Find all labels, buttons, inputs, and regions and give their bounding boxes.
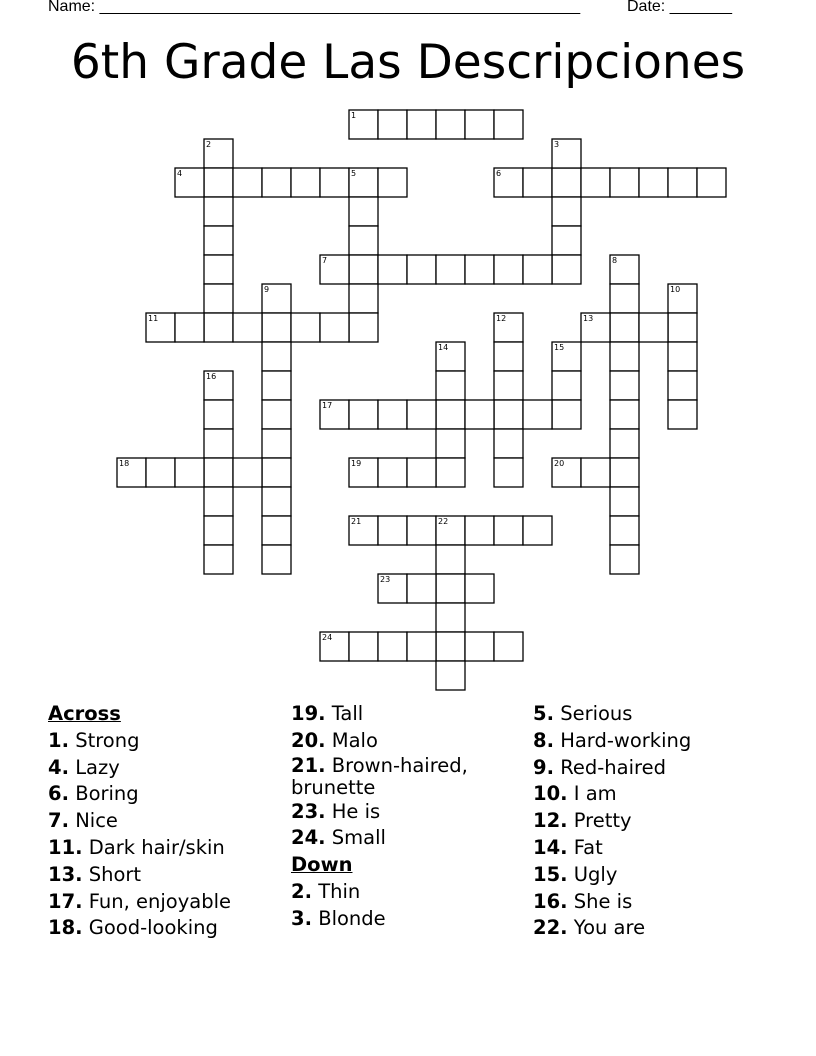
clue-number: 1. bbox=[48, 728, 69, 752]
grid-cell[interactable] bbox=[494, 371, 523, 400]
clue-number: 6. bbox=[48, 782, 69, 806]
grid-cell[interactable] bbox=[204, 429, 233, 458]
grid-number: 2 bbox=[206, 140, 212, 149]
clue-text: She is bbox=[573, 889, 633, 913]
clue-number: 5. bbox=[533, 702, 554, 725]
clue-item bbox=[533, 808, 773, 835]
clue-text: He is bbox=[331, 799, 381, 823]
clue-item bbox=[291, 728, 526, 755]
grid-cell[interactable] bbox=[204, 284, 233, 313]
clue-text: Brown-haired, brunette bbox=[291, 753, 468, 799]
grid-cell[interactable] bbox=[436, 574, 465, 603]
grid-cell[interactable] bbox=[436, 458, 465, 487]
name-field: Name: ______________________________________________________ bbox=[48, 0, 581, 15]
clue-text: I am bbox=[573, 782, 617, 806]
grid-number: 7 bbox=[322, 256, 328, 265]
grid-cell[interactable] bbox=[262, 545, 291, 574]
grid-cell[interactable] bbox=[465, 574, 494, 603]
grid-cell[interactable] bbox=[668, 400, 697, 429]
clue-text: Blonde bbox=[318, 906, 386, 930]
grid-cell[interactable] bbox=[320, 313, 349, 342]
grid-cell[interactable] bbox=[233, 168, 262, 197]
clue-number: 21. bbox=[291, 753, 326, 777]
grid-cell[interactable] bbox=[523, 255, 552, 284]
grid-number: 24 bbox=[322, 633, 333, 642]
grid-cell[interactable] bbox=[291, 168, 320, 197]
clue-item bbox=[291, 799, 526, 826]
clue-item bbox=[533, 835, 773, 862]
clue-item bbox=[48, 728, 283, 755]
clue-number: 4. bbox=[48, 755, 69, 779]
grid-number: 5 bbox=[351, 169, 357, 178]
clue-text: Fun, enjoyable bbox=[88, 889, 232, 913]
grid-cell[interactable] bbox=[262, 168, 291, 197]
grid-number: 12 bbox=[496, 314, 507, 323]
grid-number: 8 bbox=[612, 256, 618, 265]
clue-text: Nice bbox=[75, 809, 118, 833]
grid-cell[interactable] bbox=[523, 516, 552, 545]
grid-cell[interactable] bbox=[204, 516, 233, 545]
grid-cell[interactable] bbox=[204, 168, 233, 197]
clue-item bbox=[48, 835, 283, 862]
grid-cell[interactable] bbox=[668, 313, 697, 342]
grid-cell[interactable] bbox=[610, 313, 639, 342]
grid-cell[interactable] bbox=[465, 110, 494, 139]
grid-cell[interactable] bbox=[668, 168, 697, 197]
clue-text: Tall bbox=[331, 702, 364, 725]
grid-number: 14 bbox=[438, 343, 449, 352]
grid-cell[interactable] bbox=[436, 632, 465, 661]
grid-cell[interactable] bbox=[436, 429, 465, 458]
grid-cell[interactable] bbox=[204, 487, 233, 516]
clue-item bbox=[533, 728, 773, 755]
clue-text: You are bbox=[573, 916, 646, 940]
grid-cell[interactable] bbox=[204, 400, 233, 429]
grid-cell[interactable] bbox=[436, 603, 465, 632]
grid-cell[interactable] bbox=[349, 226, 378, 255]
grid-cell[interactable] bbox=[436, 110, 465, 139]
clue-text: Malo bbox=[331, 728, 378, 752]
grid-cell[interactable] bbox=[146, 458, 175, 487]
clue-text: Serious bbox=[560, 702, 633, 725]
grid-cell[interactable] bbox=[552, 371, 581, 400]
grid-cell[interactable] bbox=[610, 400, 639, 429]
clue-text: Small bbox=[331, 826, 386, 850]
clue-text: Red-haired bbox=[560, 755, 666, 779]
across-heading: Across bbox=[48, 702, 121, 725]
grid-number: 10 bbox=[670, 285, 681, 294]
clue-number: 15. bbox=[533, 862, 568, 886]
clue-item bbox=[533, 862, 773, 889]
grid-cell[interactable] bbox=[320, 168, 349, 197]
grid-cell[interactable] bbox=[262, 342, 291, 371]
clue-item bbox=[291, 879, 526, 906]
clue-item bbox=[533, 755, 773, 782]
clue-text: Strong bbox=[75, 728, 140, 752]
grid-number: 9 bbox=[264, 285, 270, 294]
clue-text: Pretty bbox=[573, 809, 632, 833]
clue-number: 19. bbox=[291, 702, 326, 725]
grid-cell[interactable] bbox=[204, 255, 233, 284]
grid-cell[interactable] bbox=[262, 313, 291, 342]
clue-number: 10. bbox=[533, 782, 568, 806]
grid-number: 19 bbox=[351, 459, 362, 468]
clue-number: 8. bbox=[533, 728, 554, 752]
grid-cell[interactable] bbox=[610, 342, 639, 371]
clue-text: Ugly bbox=[573, 862, 618, 886]
clue-item bbox=[291, 906, 526, 933]
down-heading: Down bbox=[291, 853, 353, 877]
grid-cell[interactable] bbox=[523, 168, 552, 197]
grid-cell[interactable] bbox=[407, 110, 436, 139]
clue-item bbox=[533, 889, 773, 916]
clue-text: Boring bbox=[75, 782, 139, 806]
grid-cell[interactable] bbox=[494, 110, 523, 139]
grid-cell[interactable] bbox=[610, 429, 639, 458]
clue-item bbox=[48, 808, 283, 835]
grid-cell[interactable] bbox=[407, 400, 436, 429]
grid-cell[interactable] bbox=[494, 632, 523, 661]
grid-cell[interactable] bbox=[639, 313, 668, 342]
clue-item bbox=[533, 781, 773, 808]
clue-number: 20. bbox=[291, 728, 326, 752]
clue-number: 18. bbox=[48, 916, 83, 940]
clue-item bbox=[48, 889, 283, 916]
grid-cell[interactable] bbox=[610, 487, 639, 516]
clue-text: Fat bbox=[573, 835, 603, 859]
grid-cell[interactable] bbox=[407, 516, 436, 545]
clue-text: Hard-working bbox=[560, 728, 692, 752]
clue-item bbox=[48, 781, 283, 808]
grid-cell[interactable] bbox=[697, 168, 726, 197]
clue-number: 13. bbox=[48, 862, 83, 886]
grid-cell[interactable] bbox=[349, 197, 378, 226]
grid-cell[interactable] bbox=[175, 458, 204, 487]
clue-number: 12. bbox=[533, 809, 568, 833]
grid-cell[interactable] bbox=[494, 429, 523, 458]
grid-cell[interactable] bbox=[465, 632, 494, 661]
clue-number: 11. bbox=[48, 835, 83, 859]
grid-cell[interactable] bbox=[378, 458, 407, 487]
grid-cell[interactable] bbox=[378, 255, 407, 284]
clue-number: 17. bbox=[48, 889, 83, 913]
clue-item bbox=[533, 915, 773, 942]
grid-cell[interactable] bbox=[494, 255, 523, 284]
grid-number: 20 bbox=[554, 459, 565, 468]
grid-cell[interactable] bbox=[175, 313, 204, 342]
grid-cell[interactable] bbox=[668, 371, 697, 400]
grid-cell[interactable] bbox=[552, 255, 581, 284]
clue-item bbox=[48, 915, 283, 942]
grid-cell[interactable] bbox=[610, 168, 639, 197]
grid-number: 21 bbox=[351, 517, 362, 526]
grid-cell[interactable] bbox=[639, 168, 668, 197]
clue-item bbox=[48, 862, 283, 889]
clue-number: 14. bbox=[533, 835, 568, 859]
grid-number: 17 bbox=[322, 401, 333, 410]
clue-item bbox=[533, 701, 773, 728]
clue-item bbox=[48, 755, 283, 782]
grid-cell[interactable] bbox=[465, 400, 494, 429]
grid-cell[interactable] bbox=[610, 545, 639, 574]
grid-number: 1 bbox=[351, 111, 357, 120]
grid-cell[interactable] bbox=[378, 110, 407, 139]
grid-number: 15 bbox=[554, 343, 565, 352]
grid-cell[interactable] bbox=[436, 255, 465, 284]
grid-cell[interactable] bbox=[407, 574, 436, 603]
grid-cell[interactable] bbox=[262, 516, 291, 545]
grid-cell[interactable] bbox=[581, 458, 610, 487]
grid-cell[interactable] bbox=[204, 545, 233, 574]
grid-cell[interactable] bbox=[552, 226, 581, 255]
clue-number: 22. bbox=[533, 916, 568, 940]
grid-number: 13 bbox=[583, 314, 594, 323]
grid-cell[interactable] bbox=[494, 458, 523, 487]
clue-item bbox=[291, 701, 526, 728]
clue-text: Good-looking bbox=[88, 916, 218, 940]
grid-cell[interactable] bbox=[233, 458, 262, 487]
grid-cell[interactable] bbox=[610, 516, 639, 545]
grid-cell[interactable] bbox=[465, 255, 494, 284]
clues-column-1 bbox=[48, 701, 283, 942]
grid-number: 6 bbox=[496, 169, 502, 178]
grid-cell[interactable] bbox=[494, 516, 523, 545]
grid-cell[interactable] bbox=[407, 255, 436, 284]
clue-number: 16. bbox=[533, 889, 568, 913]
grid-cell[interactable] bbox=[378, 516, 407, 545]
clue-number: 2. bbox=[291, 879, 312, 903]
grid-cell[interactable] bbox=[349, 284, 378, 313]
clues-column-3 bbox=[533, 701, 773, 942]
grid-cell[interactable] bbox=[378, 168, 407, 197]
grid-cell[interactable] bbox=[349, 632, 378, 661]
grid-number: 4 bbox=[177, 169, 183, 178]
grid-cell[interactable] bbox=[262, 429, 291, 458]
clue-number: 7. bbox=[48, 809, 69, 833]
grid-cell[interactable] bbox=[523, 400, 552, 429]
clue-text: Lazy bbox=[75, 755, 120, 779]
grid-cell[interactable] bbox=[494, 400, 523, 429]
grid-cell[interactable] bbox=[668, 342, 697, 371]
clue-number: 3. bbox=[291, 906, 312, 930]
clue-text: Thin bbox=[318, 879, 361, 903]
grid-cell[interactable] bbox=[494, 342, 523, 371]
grid-number: 22 bbox=[438, 517, 449, 526]
grid-cell[interactable] bbox=[610, 458, 639, 487]
grid-cell[interactable] bbox=[436, 371, 465, 400]
clue-number: 9. bbox=[533, 755, 554, 779]
grid-cell[interactable] bbox=[407, 632, 436, 661]
grid-cell[interactable] bbox=[610, 284, 639, 313]
clue-number: 23. bbox=[291, 799, 326, 823]
grid-cell[interactable] bbox=[262, 371, 291, 400]
grid-number: 23 bbox=[380, 575, 391, 584]
grid-cell[interactable] bbox=[552, 168, 581, 197]
grid-cell[interactable] bbox=[291, 313, 320, 342]
clue-item bbox=[291, 825, 526, 852]
grid-number: 11 bbox=[148, 314, 159, 323]
grid-cell[interactable] bbox=[204, 197, 233, 226]
grid-cell[interactable] bbox=[436, 661, 465, 690]
clue-text: Dark hair/skin bbox=[88, 835, 225, 859]
grid-cell[interactable] bbox=[262, 400, 291, 429]
grid-cell[interactable] bbox=[610, 371, 639, 400]
grid-cell[interactable] bbox=[262, 458, 291, 487]
grid-cell[interactable] bbox=[349, 255, 378, 284]
grid-cell[interactable] bbox=[349, 313, 378, 342]
clue-number: 24. bbox=[291, 826, 326, 850]
clue-item bbox=[291, 755, 526, 799]
clue-text: Short bbox=[88, 862, 142, 886]
grid-cell[interactable] bbox=[204, 226, 233, 255]
grid-cell[interactable] bbox=[262, 487, 291, 516]
grid-number: 18 bbox=[119, 459, 130, 468]
grid-cell[interactable] bbox=[349, 400, 378, 429]
date-field: Date: _______ bbox=[627, 0, 732, 15]
grid-cell[interactable] bbox=[465, 516, 494, 545]
grid-number: 16 bbox=[206, 372, 217, 381]
grid-cell[interactable] bbox=[204, 458, 233, 487]
grid-cell[interactable] bbox=[581, 168, 610, 197]
grid-cell[interactable] bbox=[233, 313, 262, 342]
clues-column-2 bbox=[291, 701, 526, 933]
grid-cell[interactable] bbox=[204, 313, 233, 342]
grid-cell[interactable] bbox=[378, 632, 407, 661]
grid-cell[interactable] bbox=[436, 400, 465, 429]
page-title: 6th Grade Las Descripciones bbox=[70, 35, 746, 90]
grid-number: 3 bbox=[554, 140, 560, 149]
grid-cell[interactable] bbox=[552, 400, 581, 429]
grid-cell[interactable] bbox=[436, 545, 465, 574]
grid-cell[interactable] bbox=[378, 400, 407, 429]
grid-cell[interactable] bbox=[552, 197, 581, 226]
grid-cell[interactable] bbox=[407, 458, 436, 487]
